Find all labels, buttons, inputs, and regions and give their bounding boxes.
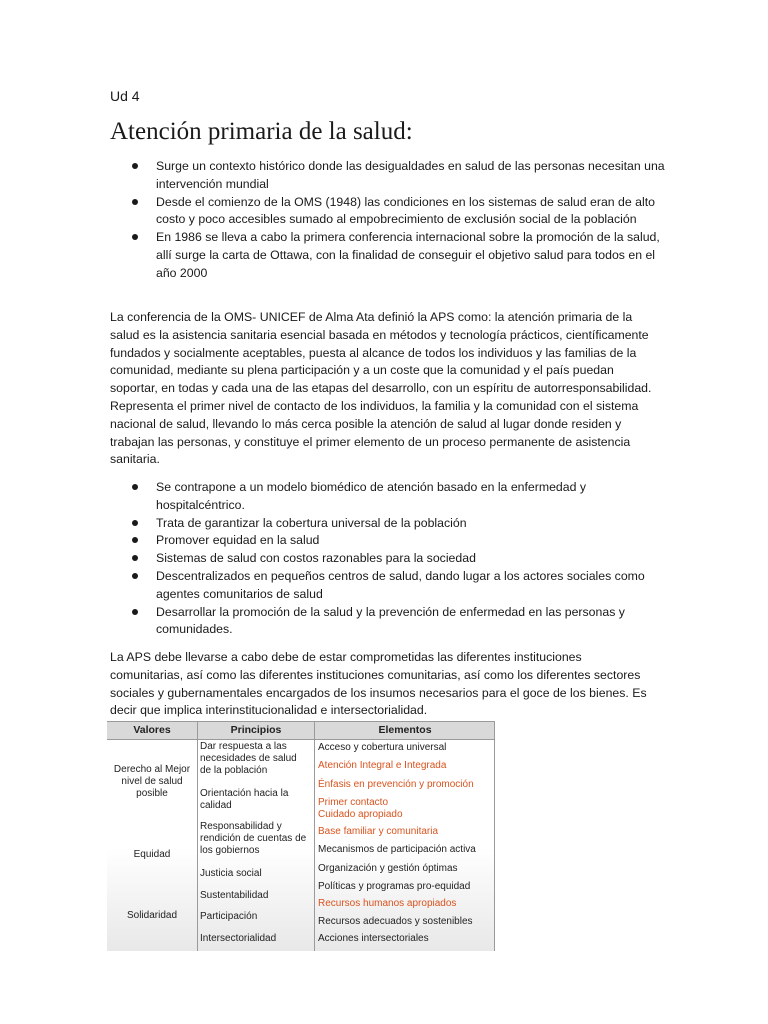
list-item: Descentralizados en pequeños centros de salud, dando lugar a los actores sociales como agentes comunitarios de salud: [110, 568, 670, 604]
principio-cell: Dar respuesta a las necesidades de salud de la población: [200, 741, 297, 776]
valor-cell: Derecho al Mejor nivel de salud posible: [113, 764, 191, 799]
list-item: Sistemas de salud con costos razonables para la sociedad: [110, 550, 670, 568]
column-divider: [314, 721, 315, 951]
list-item: Desde el comienzo de la OMS (1948) las condiciones en los sistemas de salud eran de alto costo y poco accesibles sumado al empobrecimiento de exclusión social de la población: [110, 194, 670, 230]
bullet-icon: [132, 163, 138, 169]
bullet-icon: [132, 484, 138, 490]
bullet-icon: [132, 234, 138, 240]
principio-cell: Responsabilidad y rendición de cuentas de los gobiernos: [200, 821, 307, 856]
principio-cell: Orientación hacia la calidad: [200, 788, 289, 811]
valor-cell: Solidaridad: [126, 910, 178, 921]
page-title: Atención primaria de la salud:: [110, 118, 413, 145]
valor-cell: Equidad: [133, 849, 171, 860]
elemento-cell: Atención Integral e Integrada: [318, 760, 447, 771]
principio-cell: Participación: [200, 911, 258, 922]
header-principios: Principios: [198, 721, 314, 740]
elemento-cell: Énfasis en prevención y promoción: [318, 779, 474, 790]
list-item: Promover equidad en la salud: [110, 532, 670, 550]
principio-cell: Sustentabilidad: [200, 890, 269, 901]
elemento-cell: Acceso y cobertura universal: [318, 742, 447, 753]
bullet-icon: [132, 537, 138, 543]
elemento-cell: Mecanismos de participación activa: [318, 844, 476, 855]
header-valores: Valores: [107, 721, 197, 740]
context-bullet-list: [110, 158, 670, 283]
list-item: Desarrollar la promoción de la salud y la prevención de enfermedad en las personas y comunidades.: [110, 604, 670, 640]
elemento-cell: Acciones intersectoriales: [318, 933, 429, 944]
list-item: Trata de garantizar la cobertura universal de la población: [110, 515, 670, 533]
bullet-icon: [132, 573, 138, 579]
principio-cell: Intersectorialidad: [200, 933, 277, 944]
principio-cell: Justicia social: [200, 868, 262, 879]
list-item: Surge un contexto histórico donde las desigualdades en salud de las personas necesitan una intervención mundial: [110, 158, 670, 194]
aps-values-table: [107, 721, 495, 951]
bullet-icon: [132, 609, 138, 615]
elemento-cell: Políticas y programas pro-equidad: [318, 881, 471, 892]
elemento-cell: Base familiar y comunitaria: [318, 826, 439, 837]
bullet-icon: [132, 555, 138, 561]
bullet-icon: [132, 520, 138, 526]
column-divider: [494, 721, 495, 951]
elemento-cell: Cuidado apropiado: [318, 809, 403, 820]
header-elementos: Elementos: [315, 721, 495, 740]
aps-features-list: [110, 479, 670, 639]
intersectoral-paragraph: La APS debe llevarse a cabo debe de estar comprometidas las diferentes instituciones comunitarias, así como las diferentes instituciones comunitarias, así como los diferentes sectores sociales y gubernamentales encargados de los insumos necesarios para el goce de los bienes. Es decir que implica interinstitucionalidad e intersectorialidad.: [110, 650, 647, 718]
elemento-cell: Organización y gestión óptimas: [318, 863, 458, 874]
list-item: En 1986 se lleva a cabo la primera conferencia internacional sobre la promoción de la salud, allí surge la carta de Ottawa, con la finalidad de conseguir el objetivo salud para todos en el año 2000: [110, 229, 670, 282]
elemento-cell: Primer contacto: [318, 797, 389, 808]
list-item: Se contrapone a un modelo biomédico de atención basado en la enfermedad y hospitalcéntrico.: [110, 479, 670, 515]
alma-ata-paragraph: La conferencia de la OMS- UNICEF de Alma Ata definió la APS como: la atención primaria de la salud es la asistencia sanitaria esencial basada en métodos y tecnología prácticos, científicamente fundados y socialmente aceptables, puesta al alcance de todos los individuos y las familias de la comunidad, mediante su plena participación y a un coste que la comunidad y el país puedan soportar, en todas y cada una de las etapas del desarrollo, con un espíritu de autorresponsabilidad. Representa el primer nivel de contacto de los individuos, la familia y la comunidad con el sistema nacional de salud, llevando lo más cerca posible la atención de salud al lugar donde residen y trabajan las personas, y constituye el primer elemento de un proceso permanente de asistencia sanitaria.: [110, 310, 652, 467]
table-top-border: [107, 721, 495, 722]
elemento-cell: Recursos humanos apropiados: [318, 898, 457, 909]
unit-label: Ud 4: [110, 88, 140, 104]
column-divider: [197, 721, 198, 951]
elemento-cell: Recursos adecuados y sostenibles: [318, 916, 473, 927]
bullet-icon: [132, 199, 138, 205]
